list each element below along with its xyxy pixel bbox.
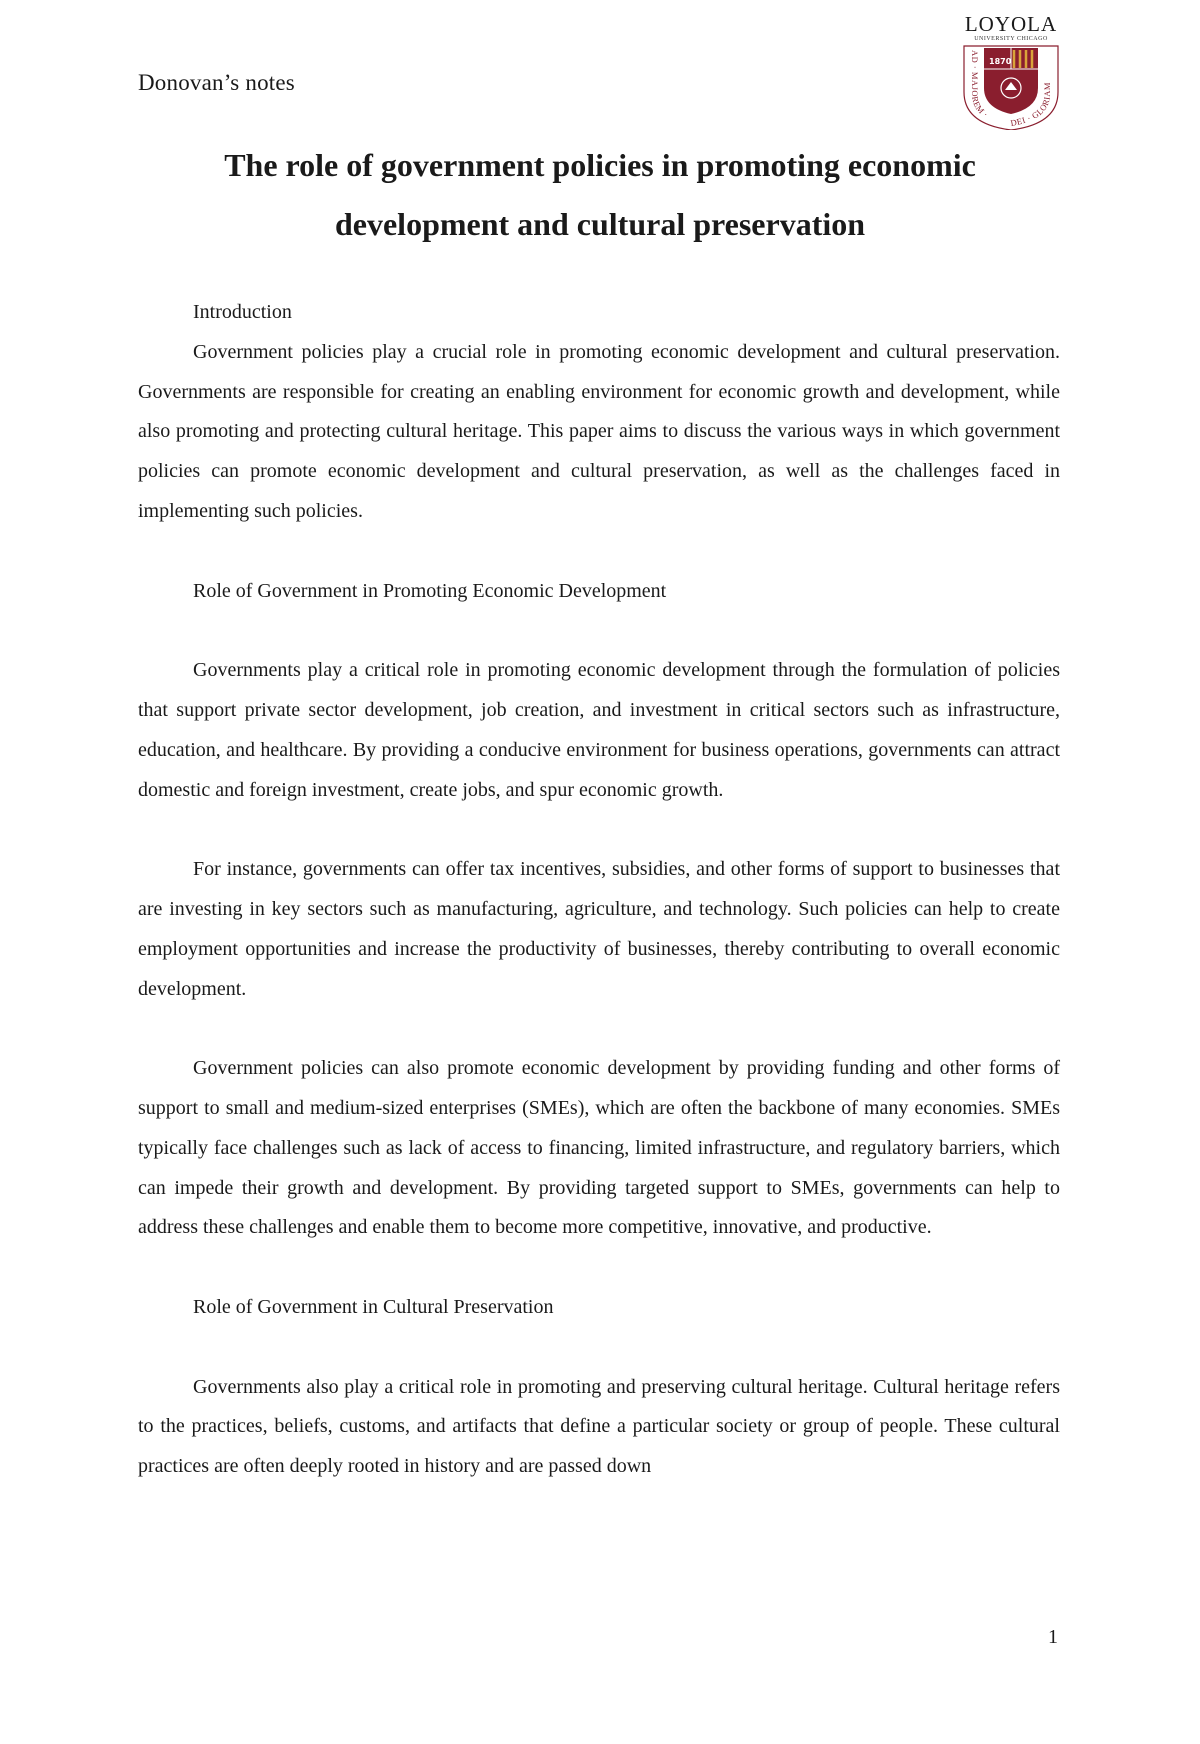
seal-motto-right: DEI · GLORIAM [1009,82,1052,128]
logo-wordmark: LOYOLA [964,12,1058,36]
spacer [138,532,1060,572]
document-body [138,293,1060,1487]
heading-economic-development: Role of Government in Promoting Economic Development [193,579,667,602]
seal-motto-left: AD · MAJOREM · [970,50,991,120]
spacer [138,1248,1060,1288]
paragraph-intro-1: Government policies play a crucial role in promoting economic development and cultural preservation. Governments are responsible for creating an enabling environment for economic growth and development, while also promoting and protecting cultural heritage. This paper aims to discuss the various ways in which government policies can promote economic development and cultural preservation, as well as the challenges faced in implementing such policies. [138,340,1060,522]
spacer [138,1009,1060,1049]
paragraph-econ-3: Government policies can also promote economic development by providing funding and other forms of support to small and medium-sized enterprises (SMEs), which are often the backbone of many economies. SMEs typically face challenges such as lack of access to financing, limited infrastructure, and regulatory barriers, which can impede their growth and development. By providing targeted support to SMEs, governments can help to address these challenges and enable them to become more competitive, innovative, and productive. [138,1057,1060,1239]
spacer [138,611,1060,651]
header-author-note: Donovan’s notes [138,70,295,95]
spacer [138,1328,1060,1368]
paragraph-econ-2: For instance, governments can offer tax incentives, subsidies, and other forms of support to businesses that are investing in key sectors such as manufacturing, agriculture, and technology. Such policies can help to create employment opportunities and increase the productivity of businesses, thereby contributing to overall economic development. [138,858,1060,1000]
heading-introduction: Introduction [193,301,292,323]
page-number: 1 [1048,1626,1058,1648]
logo-subtitle: UNIVERSITY CHICAGO [974,36,1048,42]
document-title: The role of government policies in promoting economic development and cultural preservation [224,147,976,242]
seal-icon [956,42,1066,130]
paragraph-culture-1: Governments also play a critical role in promoting and preserving cultural heritage. Cultural heritage refers to the practices, beliefs, customs, and artifacts that define a particular society or group of people. These cultural practices are often deeply rooted in history and are passed down [138,1375,1060,1478]
loyola-logo [956,12,1066,130]
heading-cultural-preservation: Role of Government in Cultural Preservation [193,1295,554,1318]
paragraph-econ-1: Governments play a critical role in promoting economic development through the formulation of policies that support private sector development, job creation, and investment in critical sectors such as infrastructure, education, and healthcare. By providing a conducive environment for business operations, governments can attract domestic and foreign investment, create jobs, and spur economic growth. [138,659,1060,801]
spacer [138,810,1060,850]
seal-year: 1870 [989,57,1012,66]
